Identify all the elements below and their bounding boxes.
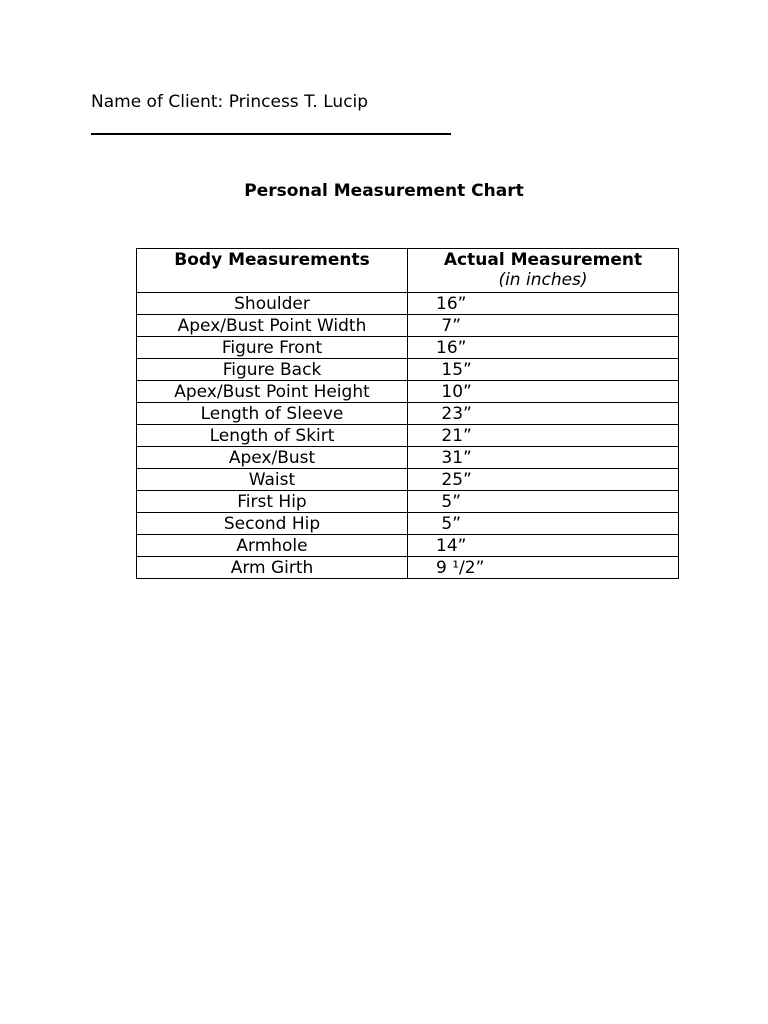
table-row bbox=[137, 403, 679, 425]
header-actual-measurement bbox=[408, 249, 679, 293]
measurement-value: 23” bbox=[408, 403, 679, 425]
measurement-value: 25” bbox=[408, 469, 679, 491]
table-row bbox=[137, 293, 679, 315]
table-row bbox=[137, 469, 679, 491]
measurement-value: 5” bbox=[408, 513, 679, 535]
measurement-name: Length of Skirt bbox=[137, 425, 408, 447]
measurement-name: Apex/Bust bbox=[137, 447, 408, 469]
header-body-measurements bbox=[137, 249, 408, 293]
header-body-measurements-label: Body Measurements bbox=[174, 250, 370, 270]
table-row bbox=[137, 315, 679, 337]
client-label: Name of Client: bbox=[91, 92, 224, 112]
chart-title: Personal Measurement Chart bbox=[244, 181, 524, 201]
measurement-value: 16” bbox=[408, 293, 679, 315]
table-header-row bbox=[137, 249, 679, 293]
table-row bbox=[137, 535, 679, 557]
table-row bbox=[137, 557, 679, 579]
header-actual-measurement-label: Actual Measurement bbox=[443, 250, 643, 270]
measurement-name: Apex/Bust Point Height bbox=[137, 381, 408, 403]
header-unit-note: (in inches) bbox=[498, 270, 588, 290]
table-row bbox=[137, 425, 679, 447]
measurement-table bbox=[136, 248, 679, 579]
table-row bbox=[137, 491, 679, 513]
measurement-name: Armhole bbox=[137, 535, 408, 557]
measurement-value: 7” bbox=[408, 315, 679, 337]
measurement-name: Figure Back bbox=[137, 359, 408, 381]
table-row bbox=[137, 337, 679, 359]
measurement-name: Second Hip bbox=[137, 513, 408, 535]
table-row bbox=[137, 381, 679, 403]
measurement-name: Length of Sleeve bbox=[137, 403, 408, 425]
measurement-value: 10” bbox=[408, 381, 679, 403]
measurement-value: 21” bbox=[408, 425, 679, 447]
measurement-value: 14” bbox=[408, 535, 679, 557]
measurement-name: First Hip bbox=[137, 491, 408, 513]
measurement-name: Arm Girth bbox=[137, 557, 408, 579]
measurement-name: Shoulder bbox=[137, 293, 408, 315]
table-row bbox=[137, 359, 679, 381]
measurement-value: 15” bbox=[408, 359, 679, 381]
measurement-value: 9 ¹/2” bbox=[408, 557, 679, 579]
measurement-name: Figure Front bbox=[137, 337, 408, 359]
table-body bbox=[137, 293, 679, 579]
table-row bbox=[137, 447, 679, 469]
client-name-line bbox=[91, 92, 368, 112]
client-name: Princess T. Lucip bbox=[228, 92, 369, 112]
signature-underline bbox=[91, 133, 451, 135]
table-row bbox=[137, 513, 679, 535]
measurement-name: Waist bbox=[137, 469, 408, 491]
measurement-value: 5” bbox=[408, 491, 679, 513]
measurement-name: Apex/Bust Point Width bbox=[137, 315, 408, 337]
measurement-value: 16” bbox=[408, 337, 679, 359]
measurement-value: 31” bbox=[408, 447, 679, 469]
